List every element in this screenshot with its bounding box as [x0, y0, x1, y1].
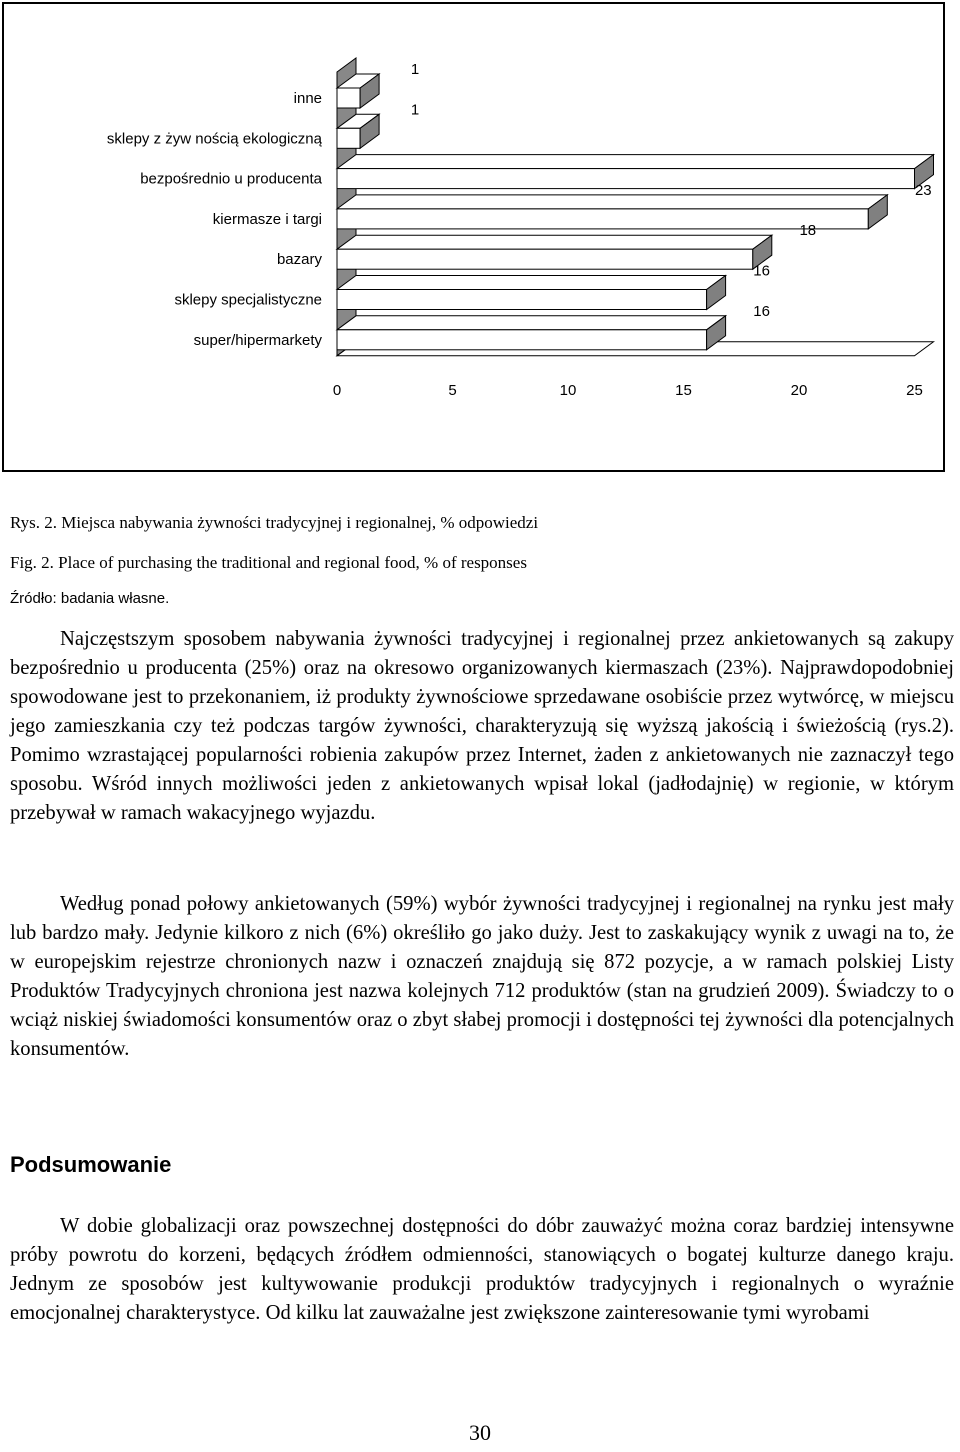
bar-1	[337, 128, 360, 148]
x-tick-label: 10	[559, 382, 577, 399]
category-label: kiermasze i targi	[212, 210, 322, 228]
chart-frame	[2, 2, 945, 472]
bar-0	[337, 88, 360, 108]
page-number: 30	[469, 1420, 491, 1445]
category-label: sklepy z żyw nością ekologiczną	[106, 130, 322, 148]
category-label: inne	[293, 90, 322, 107]
data-label: 23	[914, 181, 932, 199]
bar-top-2	[337, 155, 934, 169]
bar-top-5	[337, 276, 726, 290]
figure-caption-en: Fig. 2. Place of purchasing the traditional and regional food, % of responses	[10, 553, 527, 572]
bar-chart	[4, 4, 943, 470]
bar-top-3	[337, 195, 887, 209]
category-label: bezpośrednio u producenta	[140, 170, 322, 188]
data-label: 16	[753, 302, 770, 320]
x-tick-label: 25	[906, 382, 923, 399]
section-heading: Podsumowanie	[10, 1152, 172, 1177]
x-tick-label: 5	[448, 382, 457, 399]
figure-source: Źródło: badania własne.	[10, 590, 170, 607]
bar-2	[337, 169, 915, 189]
bar-top-4	[337, 235, 772, 249]
x-tick-label: 20	[790, 382, 808, 399]
bar-top-6	[337, 316, 726, 330]
bar-4	[337, 249, 753, 269]
bar-3	[337, 209, 868, 229]
x-tick-label: 15	[675, 382, 692, 399]
category-label: super/hipermarkety	[193, 331, 322, 349]
data-label: 16	[753, 262, 770, 280]
category-label: bazary	[276, 251, 322, 269]
data-label: 1	[410, 61, 420, 78]
x-tick-label: 0	[332, 382, 342, 399]
summary-paragraph: W dobie globalizacji oraz powszechnej dostępności do dóbr zauważyć można coraz bardziej intensywne próby powrotu do korzeni, będących źródłem odmienności, stanowiących o bogatej kulturze danego kraju. Jednym ze sposobów jest kultywowanie produkcji produktów tradycyjnych i regionalnych o wyraźnie emocjonalnej charakterystyce. Od kilku lat zauważalne jest zwiększone zainteresowanie tymi wyrobami	[10, 1215, 954, 1324]
data-label: 18	[799, 222, 817, 240]
body-paragraph-1: Najczęstszym sposobem nabywania żywności tradycyjnej i regionalnej przez ankietowanych są zakupy bezpośrednio u producenta (25%) oraz na okresowo organizowanych kiermaszach (23%). Najprawdopodobniej spowodowane jest to przekonaniem, iż produkty żywnościowe sprzedawane osobiście przez wytwórcę, w miejscu jego zamieszkania czy też podczas targów żywności, charakteryzują się wyższą jakością i świeżością (rys.2). Pomimo wzrastającej popularności robienia zakupów przez Internet, żaden z ankietowanych nie zaznaczył tego sposobu. Wśród innych możliwości jeden z ankietowanych wpisał lokal (jadłodajnię) w regionie, w którym przebywał w ramach wakacyjnego wyjazdu.	[10, 628, 954, 824]
data-label: 1	[410, 101, 420, 119]
body-paragraph-2: Według ponad połowy ankietowanych (59%) wybór żywności tradycyjnej i regionalnej na rynku jest mały lub bardzo mały. Jedynie kilkoro z nich (6%) określiło go jako duży. Jest to zaskakujący wynik z uwagi na to, że w europejskim rejestrze chronionych nazw i oznaczeń znajdują się 872 pozycje, a w ramach polskiej Listy Produktów Tradycyjnych chroniona jest nazwa kolejnych 712 produktów (stan na grudzień 2009). Świadczy to o wciąż niskiej świadomości konsumentów oraz o zbyt słabej promocji i dostępności tej żywności dla potencjalnych konsumentów.	[10, 893, 954, 1060]
bar-6	[337, 330, 707, 350]
figure-caption-pl: Rys. 2. Miejsca nabywania żywności tradycyjnej i regionalnej, % odpowiedzi	[10, 513, 539, 532]
bar-5	[337, 290, 707, 310]
category-label: sklepy specjalistyczne	[174, 291, 322, 309]
